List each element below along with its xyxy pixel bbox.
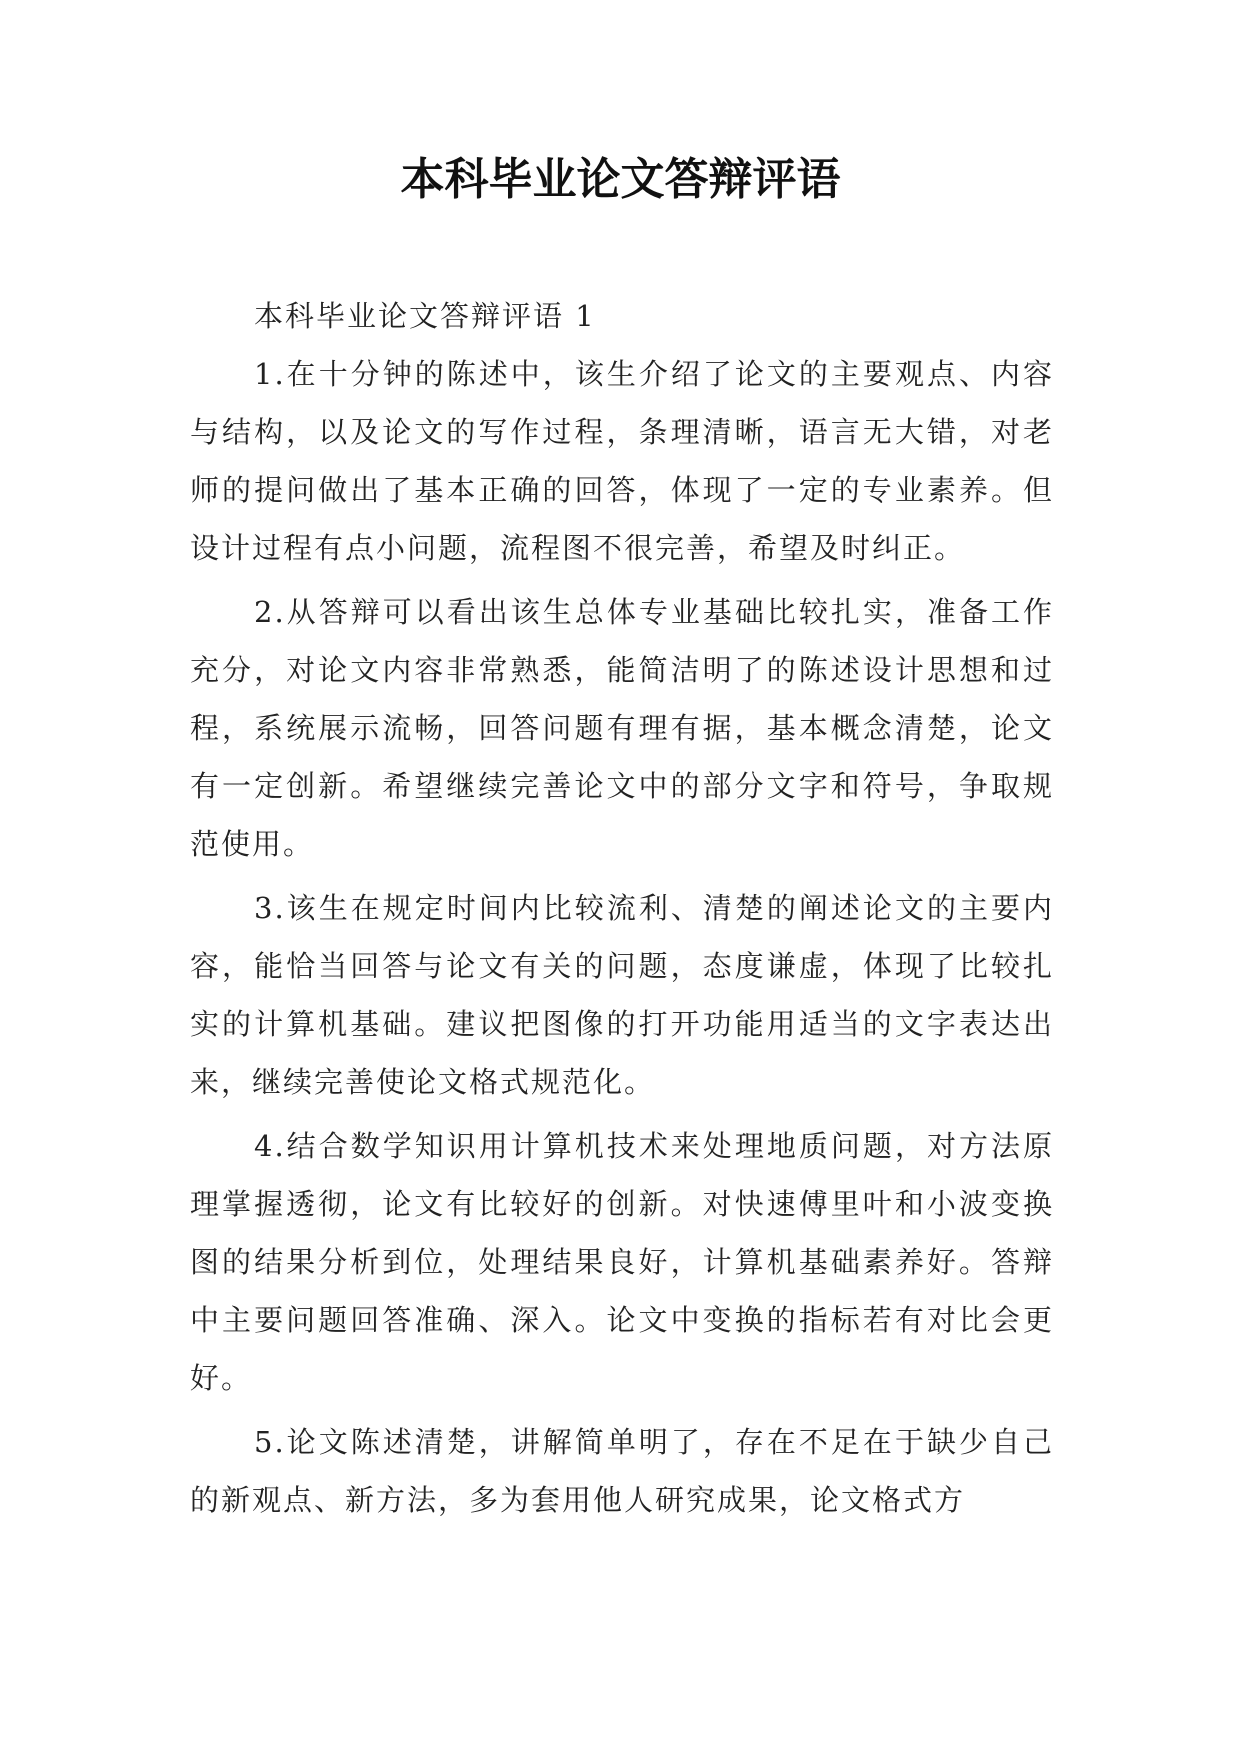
document-title: 本科毕业论文答辩评语 xyxy=(400,154,841,205)
paragraph-2: 2.从答辩可以看出该生总体专业基础比较扎实，准备工作充分，对论文内容非常熟悉，能简洁明了的陈述设计思想和过程，系统展示流畅，回答问题有理有据，基本概念清楚，论文有一定创新。希望继续完善论文中的部分文字和符号，争取规范使用。 xyxy=(190,595,1054,861)
paragraph-5: 5.论文陈述清楚，讲解简单明了，存在不足在于缺少自己的新观点、新方法，多为套用他人研究成果，论文格式方 xyxy=(190,1425,1054,1517)
paragraph-3: 3.该生在规定时间内比较流利、清楚的阐述论文的主要内容，能恰当回答与论文有关的问题，态度谦虚，体现了比较扎实的计算机基础。建议把图像的打开功能用适当的文字表达出来，继续完善使论文格式规范化。 xyxy=(190,891,1054,1099)
paragraph-4: 4.结合数学知识用计算机技术来处理地质问题，对方法原理掌握透彻，论文有比较好的创新。对快速傅里叶和小波变换图的结果分析到位，处理结果良好，计算机基础素养好。答辩中主要问题回答准确、深入。论文中变换的指标若有对比会更好。 xyxy=(190,1129,1054,1395)
section-heading: 本科毕业论文答辩评语 1 xyxy=(254,299,596,333)
paragraph-1: 1.在十分钟的陈述中，该生介绍了论文的主要观点、内容与结构，以及论文的写作过程，条理清晰，语言无大错，对老师的提问做出了基本正确的回答，体现了一定的专业素养。但设计过程有点小问题，流程图不很完善，希望及时纠正。 xyxy=(190,357,1054,565)
document-body xyxy=(190,287,1054,1529)
